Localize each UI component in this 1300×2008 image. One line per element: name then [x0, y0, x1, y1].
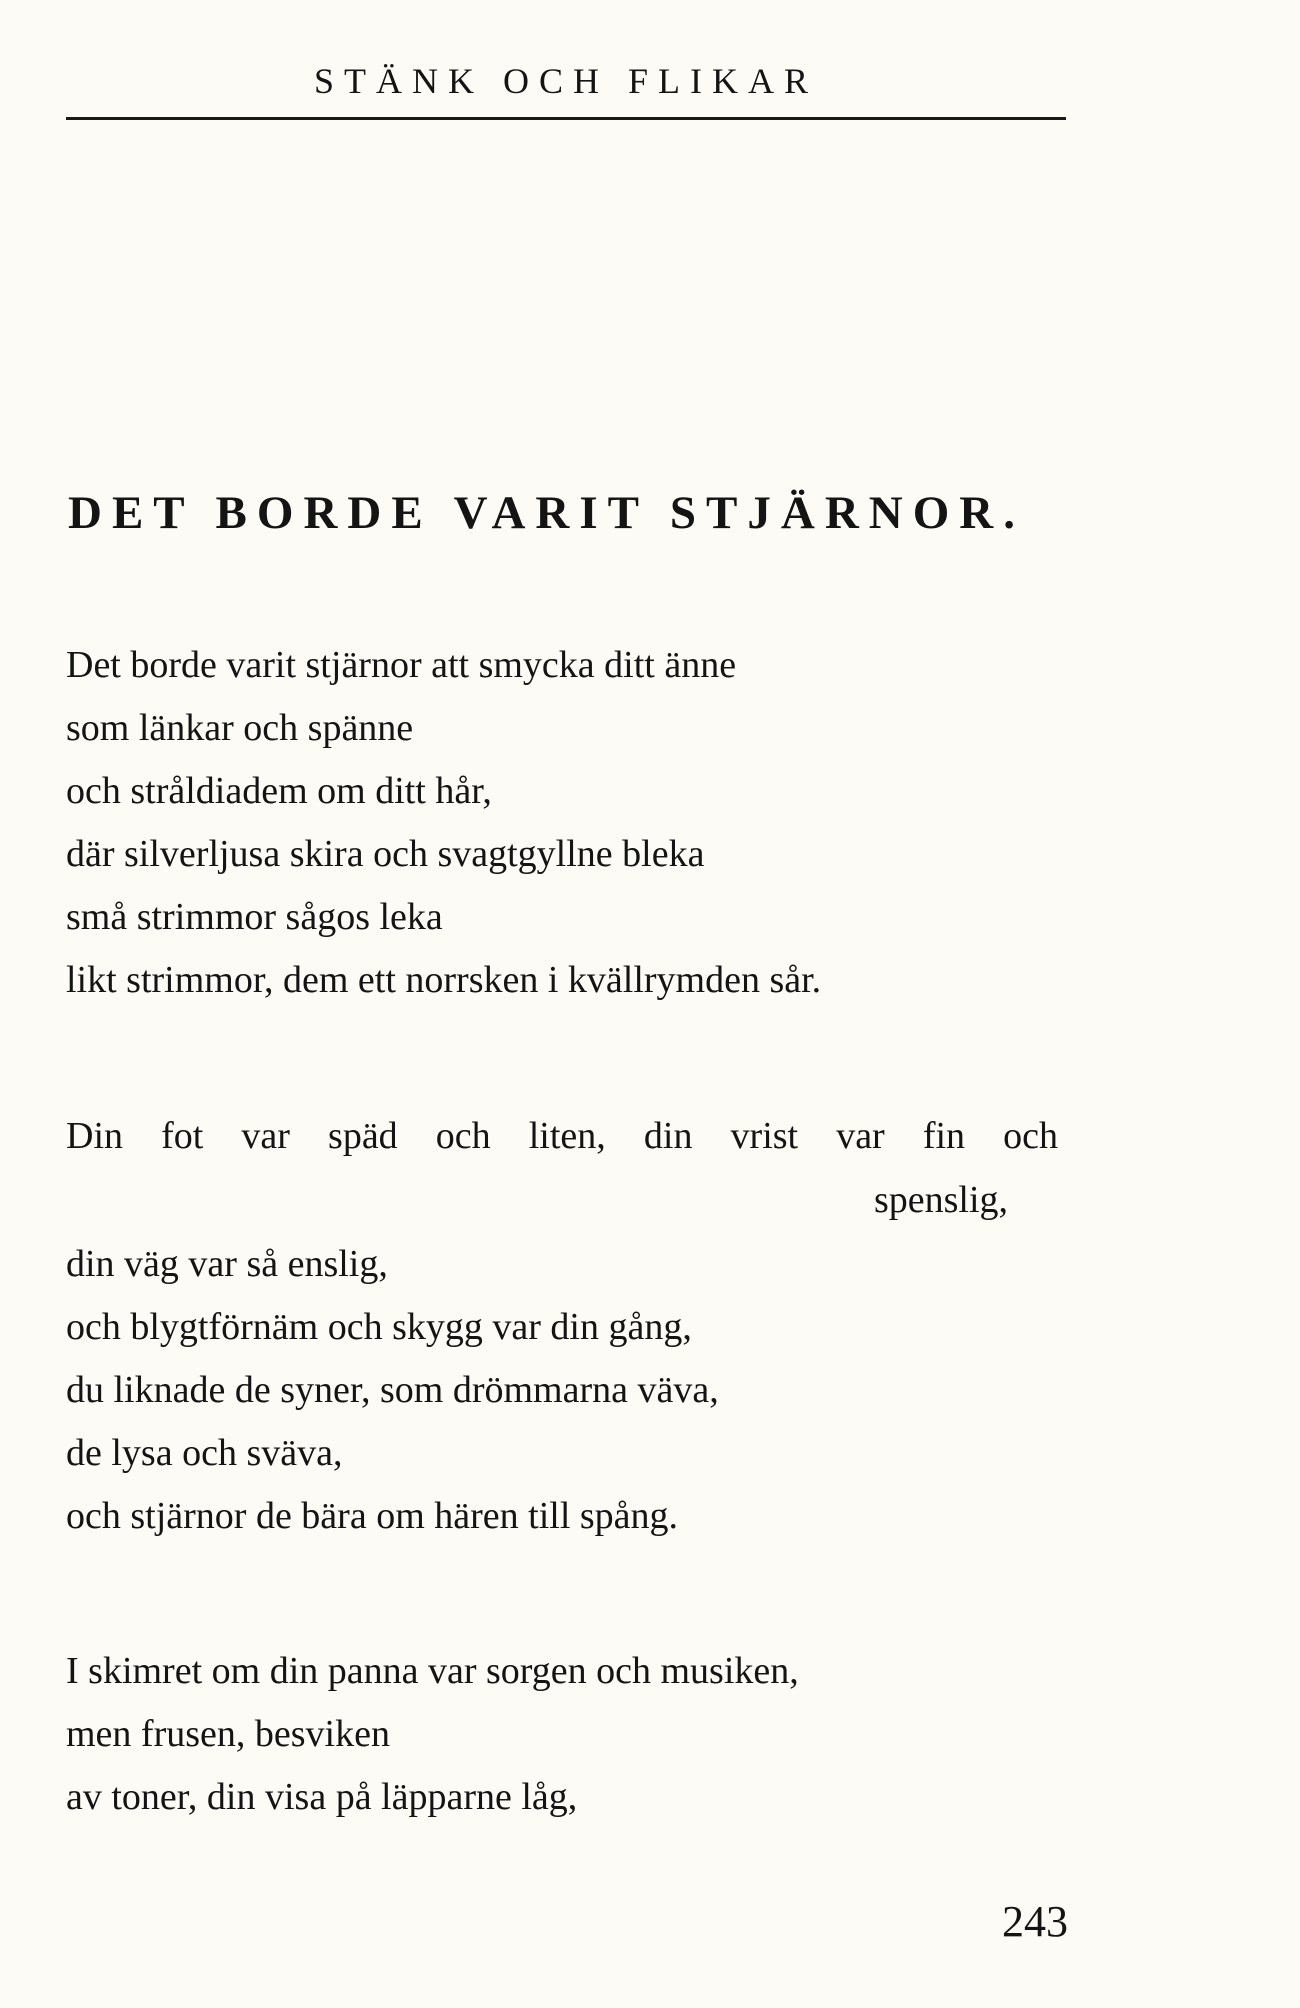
poem-line: de lysa och sväva, — [66, 1432, 343, 1474]
poem-line: där silverljusa skira och svagtgyllne bleka — [66, 833, 705, 875]
poem-title: DET BORDE VARIT STJÄRNOR. — [68, 487, 1025, 539]
poem-line: likt strimmor, dem ett norrsken i kvällrymden sår. — [66, 959, 822, 1001]
poem-line: I skimret om din panna var sorgen och musiken, — [66, 1650, 799, 1692]
header-rule — [66, 117, 1066, 120]
poem-line: små strimmor sågos leka — [66, 896, 443, 938]
page-number: 243 — [1002, 1897, 1068, 1946]
stanza-1 — [66, 634, 1076, 1012]
poem-line: och blygtförnäm och skygg var din gång, — [66, 1306, 692, 1348]
poem-line: och stråldiadem om ditt hår, — [66, 770, 492, 812]
running-head: STÄNK OCH FLIKAR — [313, 61, 819, 101]
poem-line: din väg var så enslig, — [66, 1243, 388, 1285]
poem-line: men frusen, besviken — [66, 1713, 390, 1755]
poem-line-runover: spenslig, — [873, 1179, 1008, 1221]
poem-line: Det borde varit stjärnor att smycka ditt änne — [66, 644, 737, 686]
poem-line: och stjärnor de bära om hären till spång. — [66, 1495, 679, 1537]
poem-line: som länkar och spänne — [66, 707, 414, 749]
poem-line: av toner, din visa på läpparne låg, — [66, 1776, 578, 1818]
poem-line: Din fot var späd och liten, din vrist var fin och — [66, 1115, 1058, 1157]
stanza-3 — [66, 1640, 1076, 1829]
poem-line: du liknade de syner, som drömmarna väva, — [66, 1369, 719, 1411]
stanza-2 — [66, 1105, 1076, 1548]
